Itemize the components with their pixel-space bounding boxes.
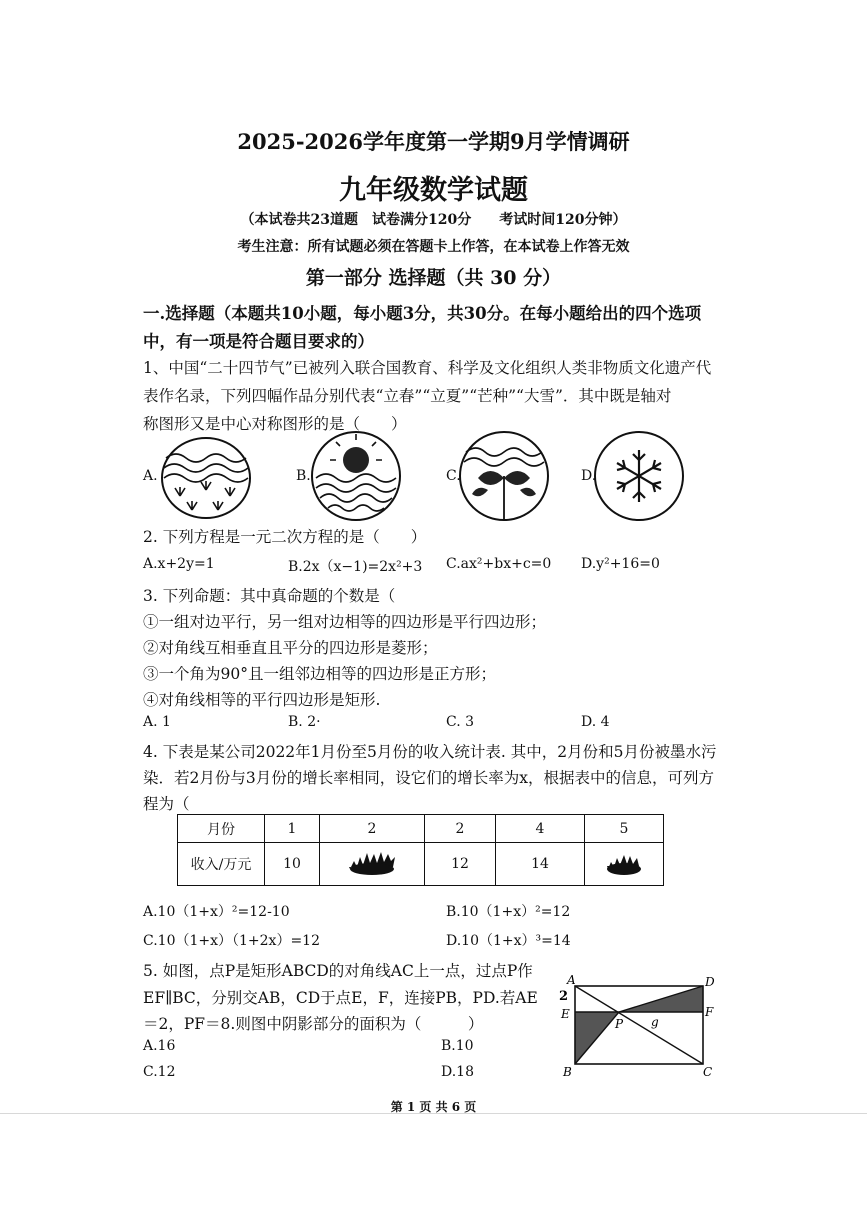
- q2-option-d: D.y²+16=0: [581, 556, 660, 572]
- ink-blot-icon: [346, 847, 398, 877]
- table-cell: 2: [320, 815, 425, 843]
- q1-line-2: 表作名录，下列四幅作品分别代表“立春”“立夏”“芒种”“大雪”．其中既是轴对: [143, 387, 672, 405]
- income-table: [177, 814, 664, 886]
- table-cell: 14: [496, 843, 585, 886]
- ink-blot-icon: [604, 847, 644, 877]
- label-b: B: [563, 1065, 572, 1079]
- q1-figure-a-icon: [160, 436, 252, 520]
- q5-option-a: A.16: [143, 1038, 176, 1054]
- q3-item-1: ①一组对边平行，另一组对边相等的四边形是平行四边形；: [143, 613, 547, 631]
- table-cell: 2: [425, 815, 496, 843]
- q2-stem: 2. 下列方程是一元二次方程的是（ ）: [143, 528, 427, 546]
- q1-label-d: D.: [581, 468, 597, 484]
- exam-notice: 考生注意：所有试题必须在答题卡上作答，在本试卷上作答无效: [237, 239, 630, 255]
- table-row: [178, 815, 664, 843]
- q2-option-c: C.ax²+bx+c=0: [446, 556, 552, 572]
- q5-line-2: EF∥BC，分别交AB，CD于点E，F，连接PB，PD.若AE: [143, 989, 538, 1007]
- table-cell-ink-blot: [585, 843, 664, 886]
- q5-line-3: ＝2，PF＝8.则图中阴影部分的面积为（ ）: [143, 1015, 484, 1033]
- table-cell: 10: [265, 843, 320, 886]
- table-row: [178, 843, 664, 886]
- label-f: F: [705, 1005, 714, 1019]
- table-cell: 月份: [178, 815, 265, 843]
- exam-title: 2025-2026学年度第一学期9月学情调研: [237, 129, 630, 154]
- q1-figure-d-snowflake-icon: [593, 430, 685, 522]
- label-p: P: [615, 1017, 624, 1031]
- q4-line-2: 染．若2月份与3月份的增长率相同，设它们的增长率为x，根据表中的信息，可列方: [143, 769, 714, 787]
- q1-figure-b-icon: [310, 430, 402, 522]
- q3-option-a: A. 1: [143, 714, 171, 730]
- q4-option-c: C.10（1+x）（1+2x）=12: [143, 933, 320, 949]
- label-a: A: [567, 973, 576, 987]
- page-footer: 第 1 页 共 6 页: [390, 1100, 477, 1114]
- q3-option-b: B. 2·: [288, 714, 321, 730]
- table-cell: 收入/万元: [178, 843, 265, 886]
- q4-option-d: D.10（1+x）³=14: [446, 933, 571, 949]
- table-cell-ink-blot: [320, 843, 425, 886]
- q5-option-b: B.10: [441, 1038, 474, 1054]
- section-line-2: 中，有一项是符合题目要求的）: [143, 332, 374, 351]
- part-heading: 第一部分 选择题（共 30 分）: [305, 267, 562, 289]
- q1-label-a: A.: [143, 468, 158, 484]
- q1-label-b: B.: [296, 468, 311, 484]
- q1-line-1: 1、中国“二十四节气”已被列入联合国教育、科学及文化组织人类非物质文化遗产代: [143, 359, 712, 377]
- q3-option-d: D. 4: [581, 714, 610, 730]
- q3-option-c: C. 3: [446, 714, 475, 730]
- exam-info: （本试卷共23道题 试卷满分120分 考试时间120分钟）: [240, 212, 627, 228]
- q3-item-2: ②对角线互相垂直且平分的四边形是菱形；: [143, 639, 438, 657]
- label-g: g: [651, 1015, 659, 1029]
- q5-line-1: 5. 如图，点P是矩形ABCD的对角线AC上一点，过点P作: [143, 962, 533, 980]
- table-cell: 5: [585, 815, 664, 843]
- exam-subtitle: 九年级数学试题: [339, 175, 528, 206]
- table-cell: 4: [496, 815, 585, 843]
- q3-item-4: ④对角线相等的平行四边形是矩形.: [143, 691, 381, 709]
- q1-figure-c-icon: [458, 430, 550, 522]
- label-e: E: [561, 1007, 570, 1021]
- section-line-1: 一.选择题（本题共10小题，每小题3分，共30分。在每小题给出的四个选项: [143, 304, 702, 323]
- q5-rectangle-figure: [555, 972, 725, 1082]
- q4-line-3: 程为（: [143, 795, 190, 813]
- q2-option-b: B.2x（x−1)=2x²+3: [288, 559, 423, 575]
- label-two: 2: [559, 989, 569, 1004]
- footer-divider: [0, 1113, 867, 1114]
- q4-option-a: A.10（1+x）²=12-10: [143, 904, 290, 920]
- q3-item-3: ③一个角为90°且一组邻边相等的四边形是正方形；: [143, 665, 496, 683]
- q2-option-a: A.x+2y=1: [143, 556, 215, 572]
- q1-label-c: C.: [446, 468, 461, 484]
- q4-line-1: 4. 下表是某公司2022年1月份至5月份的收入统计表. 其中，2月份和5月份被墨水污: [143, 743, 717, 761]
- q1-line-3: 称图形又是中心对称图形的是（ ）: [143, 415, 407, 433]
- table-cell: 12: [425, 843, 496, 886]
- label-d: D: [705, 975, 715, 989]
- table-cell: 1: [265, 815, 320, 843]
- q5-option-c: C.12: [143, 1064, 176, 1080]
- q5-option-d: D.18: [441, 1064, 474, 1080]
- label-c: C: [703, 1065, 713, 1079]
- q3-stem: 3. 下列命题：其中真命题的个数是（: [143, 587, 396, 605]
- q4-option-b: B.10（1+x）²=12: [446, 904, 571, 920]
